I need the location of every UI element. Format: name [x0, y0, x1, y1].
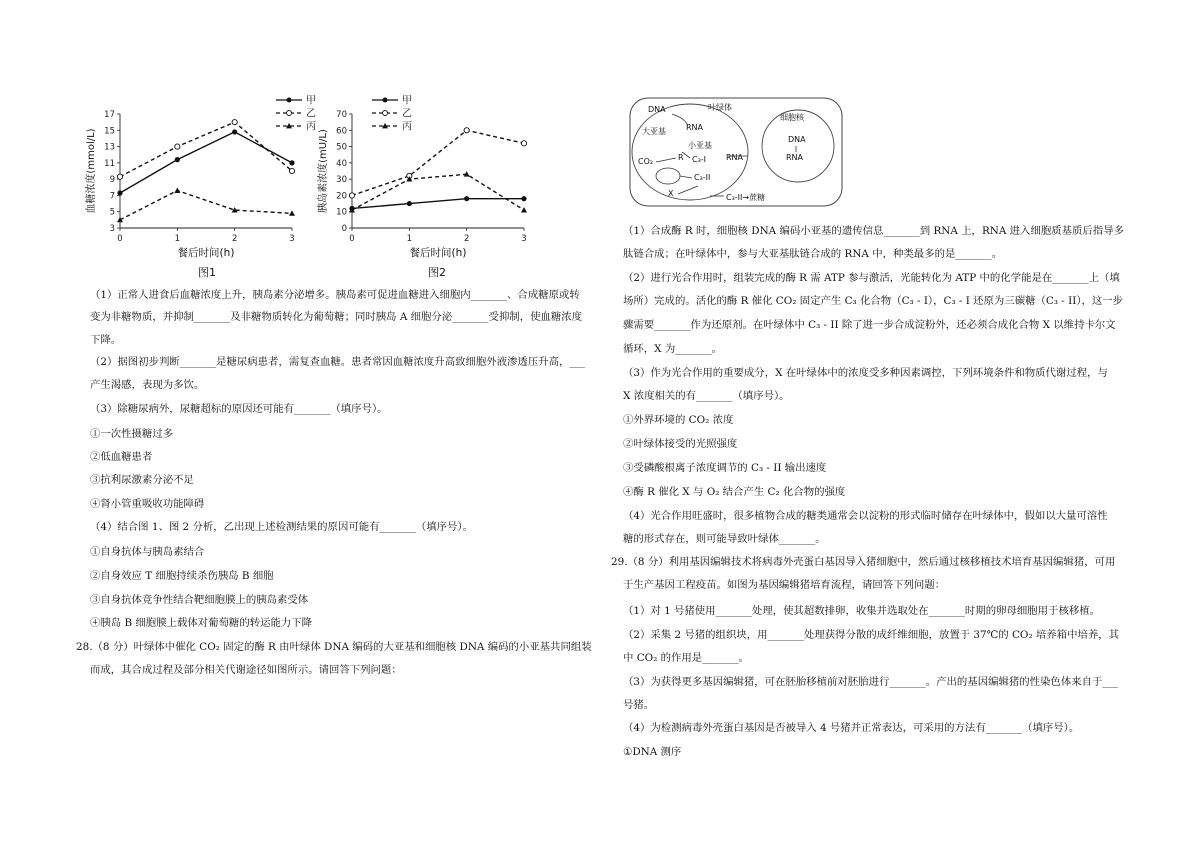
left-line-16: 而成，其合成过程及部分相关代谢途径如图所示。请回答下列问题：: [90, 664, 402, 676]
right-line-4: 骤需要_______作为还原剂。在叶绿体中 C₃ - II 除了进一步合成淀粉外，还必须合成化合物 X 以维持卡尔文: [623, 319, 1116, 331]
diag-label-0: DNA: [648, 105, 666, 114]
x-tick-label: 1: [406, 234, 413, 244]
right-line-20: 号猪。: [623, 699, 655, 711]
legend-marker-甲: [287, 98, 292, 103]
right-line-10: ③受磷酸根离子浓度调节的 C₃ - II 输出速度: [623, 462, 827, 474]
diag-label-2: 大亚基: [642, 127, 666, 136]
x-tick-label: 2: [463, 234, 470, 244]
y-tick-label: 70: [336, 110, 347, 120]
y-tick-label: 50: [336, 142, 347, 153]
y-tick-label: 10: [336, 207, 347, 218]
x-tick-label: 0: [349, 234, 355, 244]
y-tick-label: 5: [109, 207, 115, 218]
point-乙: [117, 174, 122, 179]
right-line-16: （1）对 1 号猪使用_______处理，使其超数排卵，收集并选取处在_______时期的卵母细胞用于核移植。: [623, 605, 1101, 617]
left-line-10: （4）结合图 1、图 2 分析，乙出现上述检测结果的原因可能有_______（填序号）。: [90, 521, 474, 533]
right-line-17: （2）采集 2 号猪的组织块，用_______处理获得分散的成纤维细胞，放置于 37℃的 CO₂ 培养箱中培养，其: [623, 629, 1120, 641]
left-line-14: ④胰岛 B 细胞膜上载体对葡萄糖的转运能力下降: [90, 617, 313, 629]
left-line-4: 产生渴感，表现为多饮。: [90, 379, 205, 391]
right-line-22: ①DNA 测序: [623, 746, 682, 758]
chart-figure-2: [312, 92, 542, 272]
point-甲: [175, 157, 180, 162]
diag-label-12: C₃-II→蔗糖: [726, 193, 766, 202]
right-line-5: 循环，X 为_______。: [623, 343, 723, 355]
diag-label-6: CO₂: [638, 157, 654, 166]
diag-label-7: RNA: [726, 153, 744, 162]
left-line-15: 28.（8 分）叶绿体中催化 CO₂ 固定的酶 R 由叶绿体 DNA 编码的大亚基和细胞核 DNA 编码的小亚基共同组装: [76, 641, 592, 653]
point-乙: [289, 168, 294, 173]
legend-label-乙: 乙: [306, 108, 316, 120]
y-tick-label: 60: [336, 126, 347, 137]
y-axis-label: 胰岛素浓度(mU/L): [318, 129, 329, 213]
right-line-21: （4）为检测病毒外壳蛋白基因是否被导入 4 号猪并正常表达，可采用的方法有_______（填序号）。: [623, 722, 1080, 734]
right-line-18: 中 CO₂ 的作用是_______。: [623, 652, 749, 664]
point-甲: [289, 160, 294, 165]
right-line-1: 肽链合成；在叶绿体中，参与大亚基肽链合成的 RNA 中，种类最多的是_______。: [623, 248, 1003, 260]
point-丙: [289, 210, 295, 215]
x-tick-label: 3: [521, 234, 527, 244]
enzyme-r-synthesis-diagram: [628, 96, 846, 208]
diag-label-9: RNA: [786, 153, 804, 162]
series-line-乙: [120, 122, 292, 177]
legend-label-丙: 丙: [306, 121, 316, 133]
y-tick-label: 13: [104, 142, 115, 153]
right-line-9: ②叶绿体接受的光照强度: [623, 438, 738, 450]
point-丙: [174, 188, 180, 193]
chloroplast-compartment: [632, 104, 748, 200]
x-axis-label: 餐后时间(h): [177, 247, 235, 259]
series-line-丙: [352, 174, 524, 210]
diag-label-4: R: [678, 153, 684, 162]
left-line-9: ④肾小管重吸收功能障碍: [90, 498, 205, 510]
figure2-caption: 图2: [428, 266, 446, 279]
diag-label-3: 小亚基: [688, 141, 712, 150]
left-line-1: 变为非糖物质，并抑制_______及非糖物质转化为葡萄糖；同时胰岛 A 细胞分泌_______受抑制，使血糖浓度: [90, 311, 583, 323]
y-tick-label: 11: [104, 158, 115, 169]
y-tick-label: 40: [336, 158, 347, 169]
left-line-3: （2）据图初步判断_______是糖尿病患者，需复查血糖。患者常因血糖浓度升高致细胞外液渗透压升高，___: [90, 356, 585, 368]
diag-chloroplast-label: 叶绿体: [708, 103, 732, 112]
y-tick-label: 15: [104, 126, 115, 137]
legend-marker-乙: [287, 111, 292, 116]
right-line-14: 29.（8 分）利用基因编辑技术将病毒外壳蛋白基因导入猪细胞中，然后通过核移植技术培育基因编辑猪，可用: [611, 556, 1116, 568]
left-line-5: （3）除糖尿病外，尿糖超标的原因还可能有_______（填序号）。: [90, 403, 388, 415]
x-tick-label: 0: [117, 234, 123, 244]
left-line-7: ②低血糖患者: [90, 451, 153, 463]
point-甲: [521, 196, 526, 201]
x-tick-label: 2: [231, 234, 238, 244]
diag-label-10: C₃-II: [694, 173, 711, 182]
left-line-0: （1）正常人进食后血糖浓度上升，胰岛素分泌增多。胰岛素可促进血糖进入细胞内_______、合成糖原或转: [90, 289, 580, 301]
diag-label-11: X: [668, 189, 674, 198]
diag-nucleus-label: 细胞核: [780, 113, 804, 122]
point-乙: [175, 144, 180, 149]
right-line-19: （3）为获得更多基因编辑猪，可在胚胎移植前对胚胎进行_______。产出的基因编辑猪的性染色体来自于___: [623, 676, 1118, 688]
x-tick-label: 3: [289, 234, 295, 244]
y-tick-label: 3: [109, 224, 115, 234]
point-乙: [349, 193, 354, 198]
y-tick-label: 9: [109, 175, 115, 186]
diag-label-1: RNA: [686, 123, 704, 132]
diag-label-5: C₃-I: [692, 155, 707, 164]
right-line-12: （4）光合作用旺盛时，很多植物合成的糖类通常会以淀粉的形式临时储存在叶绿体中，假如以大量可溶性: [623, 510, 1108, 522]
figure1-caption: 图1: [198, 266, 216, 279]
point-乙: [521, 141, 526, 146]
left-line-2: 下降。: [90, 334, 122, 346]
point-乙: [464, 128, 469, 133]
left-line-12: ②自身效应 T 细胞持续杀伤胰岛 B 细胞: [90, 570, 274, 582]
legend-marker-甲: [383, 98, 388, 103]
point-甲: [464, 196, 469, 201]
y-tick-label: 30: [336, 175, 347, 186]
right-line-3: 场所）完成的。活化的酶 R 催化 CO₂ 固定产生 C₃ 化合物（C₃ - I），C₃ - I 还原为三碳糖（C₃ - II），这一步: [623, 295, 1124, 307]
legend-label-甲: 甲: [402, 95, 412, 107]
y-axis-label: 血糖浓度(mmol/L): [86, 128, 97, 214]
y-tick-label: 17: [104, 110, 115, 120]
right-line-13: 糖的形式存在，则可能导致叶绿体_______。: [623, 533, 826, 545]
legend-marker-乙: [383, 111, 388, 116]
point-甲: [117, 190, 122, 195]
series-line-丙: [120, 191, 292, 220]
right-line-2: （2）进行光合作用时，组装完成的酶 R 需 ATP 参与激活，光能转化为 ATP 中的化学能是在_______上（填: [623, 272, 1120, 284]
series-line-甲: [352, 199, 524, 209]
legend-label-丙: 丙: [402, 121, 412, 133]
right-line-0: （1）合成酶 R 时，细胞核 DNA 编码小亚基的遗传信息_______到 RNA 上，RNA 进入细胞质基质后指导多: [623, 225, 1124, 237]
legend-label-甲: 甲: [306, 95, 316, 107]
left-line-11: ①自身抗体与胰岛素结合: [90, 546, 205, 558]
right-line-7: X 浓度相关的有_______（填序号）。: [623, 390, 790, 402]
series-line-乙: [352, 130, 524, 195]
point-丙: [521, 207, 527, 212]
legend-label-乙: 乙: [402, 108, 412, 120]
y-tick-label: 20: [336, 191, 347, 202]
right-line-15: 于生产基因工程疫苗。如图为基因编辑猪培育流程，请回答下列问题：: [623, 579, 946, 591]
y-tick-label: 0: [341, 224, 347, 234]
diag-label-8: DNA: [788, 135, 806, 144]
x-tick-label: 1: [174, 234, 181, 244]
y-tick-label: 7: [109, 191, 115, 202]
left-line-8: ③抗利尿激素分泌不足: [90, 474, 194, 486]
point-甲: [407, 201, 412, 206]
left-line-6: ①一次性摄糖过多: [90, 428, 174, 440]
right-line-8: ①外界环境的 CO₂ 浓度: [623, 414, 734, 426]
left-line-13: ③自身抗体竞争性结合靶细胞膜上的胰岛素受体: [90, 594, 309, 606]
point-甲: [232, 129, 237, 134]
right-line-6: （3）作为光合作用的重要成分，X 在叶绿体中的浓度受多种因素调控，下列环境条件和物质代谢过程，与: [623, 367, 1108, 379]
right-line-11: ④酶 R 催化 X 与 O₂ 结合产生 C₂ 化合物的强度: [623, 486, 846, 498]
point-乙: [232, 120, 237, 125]
chart-figure-1: [80, 92, 316, 272]
x-axis-label: 餐后时间(h): [409, 247, 467, 259]
